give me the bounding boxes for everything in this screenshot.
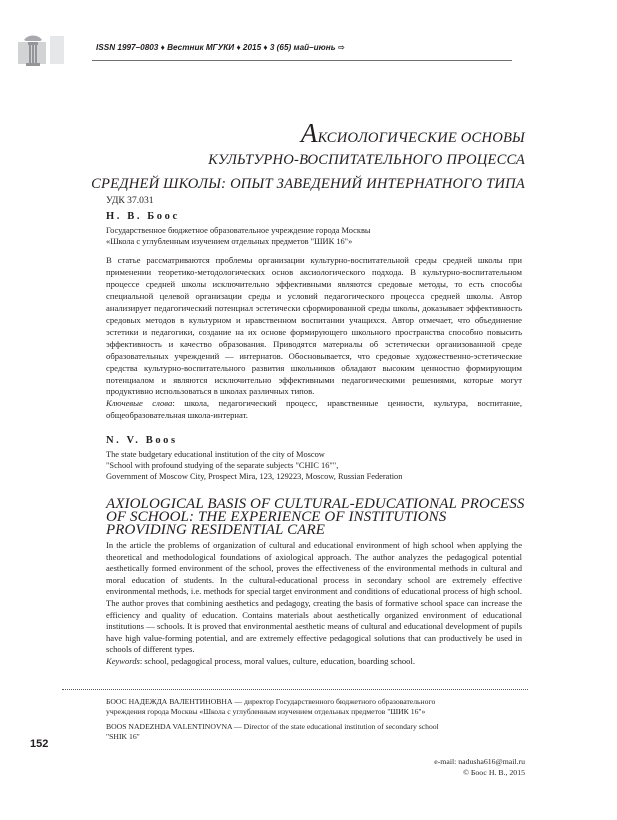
copyright-notice: © Боос Н. В., 2015 [463,768,525,777]
keywords-ru-label: Ключевые слова [106,398,173,409]
title-en-line-1: AXIOLOGICAL BASIS OF CULTURAL-EDUCATIONAL PROCESS [106,496,525,512]
affiliation-ru-line-2: «Школа с углубленным изучением отдельных предметов "ШИК 16"» [106,237,353,246]
keywords-en-label: Keywords [106,655,140,666]
keywords-ru-text: : школа, педагогический процесс, нравственные ценности, культура, воспитание, общеобразовательная школа-интернат. [106,398,522,421]
abstract-en [106,540,522,668]
journal-header: ISSN 1997–0803 ♦ Вестник МГУКИ ♦ 2015 ♦ 3 (65) май–июнь ⇨ [96,43,345,52]
udk-code: УДК 37.031 [106,195,154,206]
title-ru-line-2: КУЛЬТУРНО-ВОСПИТАТЕЛЬНОГО ПРОЦЕССА [208,152,525,168]
header-divider [92,60,512,61]
author-email: e-mail: nadusha616@mail.ru [434,757,525,766]
affiliation-en-line-2: "School with profound studying of the separate subjects "CHIC 16"", [106,461,339,470]
title-ru-line-1-text: КСИОЛОГИЧЕСКИЕ ОСНОВЫ [317,130,525,146]
abstract-ru [106,255,522,422]
footnote-ru-line-1: БООС НАДЕЖДА ВАЛЕНТИНОВНА — директор Государственного бюджетного образовательного [106,697,436,706]
page-number: 152 [30,738,49,750]
journal-logo-icon [16,32,74,68]
title-en [106,498,526,538]
title-en-line-2: OF SCHOOL: THE EXPERIENCE OF INSTITUTIONS [106,509,447,526]
affiliation-ru-line-1: Государственное бюджетное образовательное учреждение города Москвы [106,226,371,235]
keywords-en-text: : school, pedagogical process, moral values, culture, education, boarding school. [139,655,415,666]
affiliation-en-line-1: The state budgetary educational institution of the city of Moscow [106,450,325,459]
title-ru-initial: А [300,118,318,148]
abstract-en-text: In the article the problems of organization of cultural and educational environment of high school when applying the theoretical and methodological foundations of axiological approach. The author analyzes the pedagogical potential aesthetically formed environment of the school, proves the effectiveness of the environmental methods in cultural and moral education of students. In the cultural-educational process in secondary school are extremely effective environmental methods, i.e. methods for special target environment and conditions of educational process of high school. The author proves that combining aesthetics and pedagogy, creating the basis of formative school space can increase the efficiency and quality of education. Contains materials about aesthetically organized environment of educational institutions — schools. It is proved that environmental aesthetic means of cultural and educational development of pupils have high value-forming potential, and are extremely effective pedagogical solutions that can productively be used in schools of different types. [106,540,522,655]
footnote-en [106,722,526,743]
author-name-en: N. V. Boos [106,435,178,446]
footnote-ru [106,697,526,718]
title-ru-line-1 [301,120,525,147]
affiliation-en-line-3: Government of Moscow City, Prospect Mira, 123, 129223, Moscow, Russian Federation [106,472,403,481]
title-ru-line-3: СРЕДНЕЙ ШКОЛЫ: ОПЫТ ЗАВЕДЕНИЙ ИНТЕРНАТНОГО ТИПА [91,176,525,192]
author-name-ru: Н. В. Боос [106,211,180,222]
footnote-en-line-1: BOOS NADEZHDA VALENTINOVNA — Director of the state educational institution of secondary school [106,722,439,731]
keywords-ru [106,398,522,422]
footnote-ru-line-2: учреждения города Москвы «Школа с углубленным изучением отдельных предметов "ШИК 16"» [106,707,426,717]
footnote-en-line-2: "SHIK 16" [106,732,140,742]
keywords-en [106,656,522,668]
footnote-divider [62,689,528,690]
abstract-ru-text: В статье рассматриваются проблемы организации культурно-воспитательной среды средней школы при применении теоретико-методологических основ аксиологического подхода. В культурно-воспитательном процессе средней школы исключительно эффективными являются средовые методы, то есть способы специальной целевой организации среды и условий педагогического процесса средней школы. Автор анализирует педагогический потенциал эстетически сформированной среды школы, доказывает эффективность средовых методов в культурном и нравственном воспитании учащихся. Автор отмечает, что объединение эстетики и педагогики, создание на их основе формирующего школьного пространства способно повысить эффективность и качество образования. Приводятся материалы об эстетически организованной среде образовательных учреждений — интернатов. Обосновывается, что средовые художественно-эстетические средства культурно-воспитательного развития школьников обладают высоким ценностно формирующим потенциалом и являются исключительно эффективными педагогическими решениями, которые могут продуктивно использоваться в школах различных типов. [106,255,522,397]
title-en-line-3: PROVIDING RESIDENTIAL CARE [106,522,325,539]
